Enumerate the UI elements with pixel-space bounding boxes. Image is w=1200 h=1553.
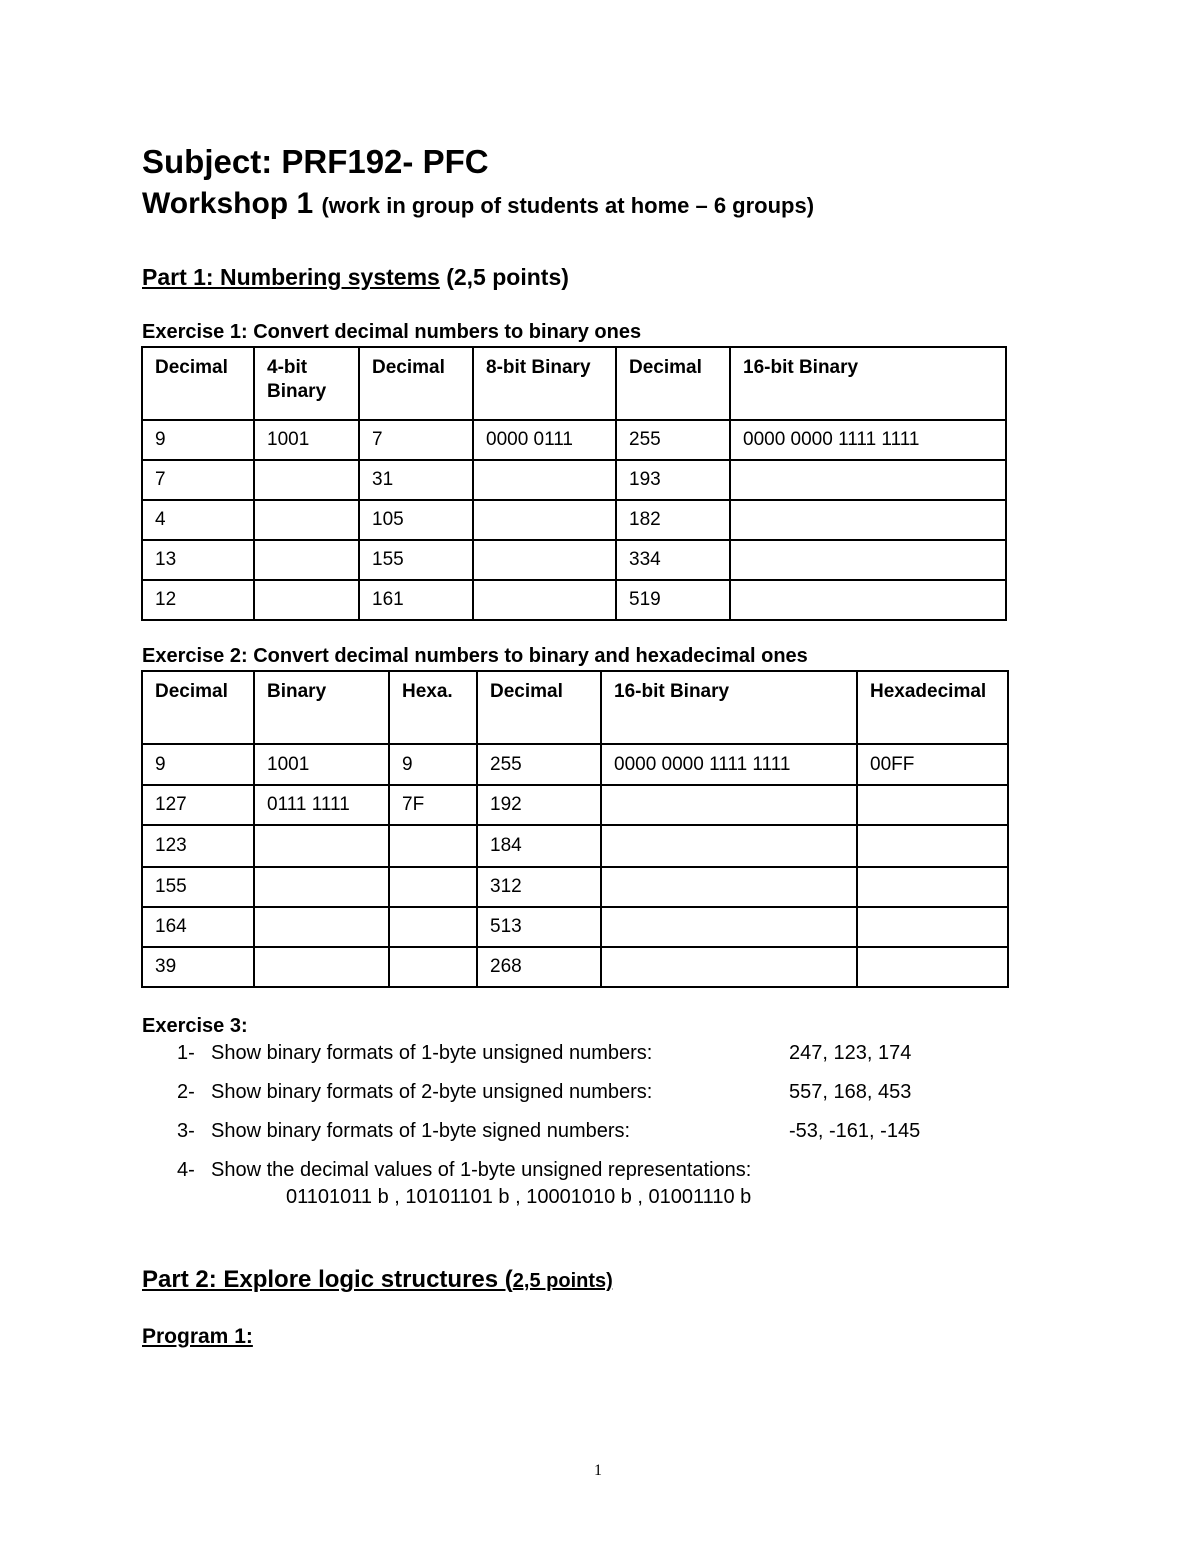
list-item-number: 3- — [177, 1120, 195, 1142]
table-cell: 00FF — [857, 744, 1008, 785]
table-cell: 9 — [389, 744, 477, 785]
table-cell: 184 — [477, 825, 601, 867]
answer-cell[interactable] — [254, 947, 389, 987]
answer-cell[interactable] — [254, 500, 359, 540]
table-cell: 192 — [477, 785, 601, 825]
table-cell: 4 — [142, 500, 254, 540]
answer-cell[interactable] — [473, 460, 616, 500]
table-cell: 0000 0000 1111 1111 — [730, 420, 1006, 460]
answer-cell[interactable] — [857, 867, 1008, 907]
table-header-row — [142, 347, 1006, 420]
table-row — [142, 947, 1008, 987]
table-row — [142, 825, 1008, 867]
answer-cell[interactable] — [254, 460, 359, 500]
answer-cell[interactable] — [857, 907, 1008, 947]
column-header: Hexa. — [389, 671, 477, 744]
column-header: Decimal — [142, 671, 254, 744]
table-row — [142, 907, 1008, 947]
column-header: 16-bit Binary — [730, 347, 1006, 420]
part2-heading — [142, 1266, 613, 1294]
column-header: Decimal — [359, 347, 473, 420]
table-cell: 105 — [359, 500, 473, 540]
table-cell: 12 — [142, 580, 254, 620]
answer-cell[interactable] — [857, 785, 1008, 825]
table-cell: 255 — [477, 744, 601, 785]
list-item-text: Show binary formats of 2-byte unsigned numbers: — [211, 1081, 653, 1103]
part1-heading — [142, 264, 569, 291]
answer-cell[interactable] — [254, 907, 389, 947]
page-number: 1 — [594, 1462, 602, 1479]
answer-cell[interactable] — [730, 460, 1006, 500]
answer-cell[interactable] — [254, 867, 389, 907]
list-item — [177, 1120, 920, 1143]
answer-cell[interactable] — [473, 580, 616, 620]
table-cell: 182 — [616, 500, 730, 540]
column-header: 4-bit Binary — [254, 347, 359, 420]
list-item-number: 2- — [177, 1081, 195, 1103]
table-cell: 1001 — [254, 744, 389, 785]
answer-cell[interactable] — [730, 500, 1006, 540]
list-item-number: 1- — [177, 1042, 195, 1064]
column-header: 16-bit Binary — [601, 671, 857, 744]
table-cell: 39 — [142, 947, 254, 987]
column-header: 8-bit Binary — [473, 347, 616, 420]
answer-cell[interactable] — [601, 825, 857, 867]
answer-cell[interactable] — [857, 825, 1008, 867]
answer-cell[interactable] — [473, 540, 616, 580]
table-cell: 312 — [477, 867, 601, 907]
answer-cell[interactable] — [601, 867, 857, 907]
workshop-title: Workshop 1 — [142, 187, 314, 220]
answer-cell[interactable] — [254, 540, 359, 580]
table-cell: 31 — [359, 460, 473, 500]
list-item — [177, 1159, 751, 1182]
answer-cell[interactable] — [473, 500, 616, 540]
table-cell: 155 — [142, 867, 254, 907]
answer-cell[interactable] — [601, 785, 857, 825]
list-item — [177, 1042, 911, 1065]
table-cell: 0000 0000 1111 1111 — [601, 744, 857, 785]
table-cell: 7F — [389, 785, 477, 825]
answer-cell[interactable] — [601, 947, 857, 987]
table-cell: 161 — [359, 580, 473, 620]
list-item-values: 247, 123, 174 — [789, 1042, 912, 1064]
column-header: Decimal — [477, 671, 601, 744]
table-row — [142, 744, 1008, 785]
table-row — [142, 420, 1006, 460]
table-cell: 164 — [142, 907, 254, 947]
answer-cell[interactable] — [389, 907, 477, 947]
document-subject: Subject: PRF192- PFC — [142, 143, 489, 180]
table-cell: 123 — [142, 825, 254, 867]
table-row — [142, 460, 1006, 500]
table-header-row — [142, 671, 1008, 744]
table-row — [142, 580, 1006, 620]
answer-cell[interactable] — [857, 947, 1008, 987]
exercise2-table — [141, 670, 1009, 988]
table-cell: 513 — [477, 907, 601, 947]
column-header: Decimal — [142, 347, 254, 420]
list-item — [177, 1081, 911, 1104]
exercise2-title: Exercise 2: Convert decimal numbers to binary and hexadecimal ones — [142, 645, 808, 667]
answer-cell[interactable] — [601, 907, 857, 947]
table-cell: 334 — [616, 540, 730, 580]
table-cell: 519 — [616, 580, 730, 620]
table-cell: 155 — [359, 540, 473, 580]
part2-title: Part 2: Explore logic structures ( — [142, 1266, 513, 1293]
table-cell: 127 — [142, 785, 254, 825]
answer-cell[interactable] — [730, 540, 1006, 580]
table-cell: 193 — [616, 460, 730, 500]
answer-cell[interactable] — [730, 580, 1006, 620]
part1-title: Part 1: Numbering systems — [142, 264, 440, 290]
answer-cell[interactable] — [254, 825, 389, 867]
part1-points: (2,5 points) — [446, 264, 569, 290]
answer-cell[interactable] — [254, 580, 359, 620]
list-item-values: -53, -161, -145 — [789, 1120, 921, 1142]
answer-cell[interactable] — [389, 947, 477, 987]
list-item-values: 557, 168, 453 — [789, 1081, 912, 1103]
answer-cell[interactable] — [389, 825, 477, 867]
column-header: Binary — [254, 671, 389, 744]
table-cell: 7 — [142, 460, 254, 500]
workshop-note: (work in group of students at home – 6 groups) — [321, 193, 815, 218]
table-row — [142, 867, 1008, 907]
table-row — [142, 500, 1006, 540]
program1-heading: Program 1: — [142, 1325, 253, 1348]
table-cell: 13 — [142, 540, 254, 580]
exercise1-title: Exercise 1: Convert decimal numbers to binary ones — [142, 321, 642, 343]
table-cell: 0000 0111 — [473, 420, 616, 460]
table-cell: 9 — [142, 744, 254, 785]
list-item-values: 01101011 b , 10101101 b , 10001010 b , 01001110 b — [286, 1186, 752, 1208]
workshop-heading — [142, 187, 814, 221]
answer-cell[interactable] — [389, 867, 477, 907]
list-item-text: Show the decimal values of 1-byte unsigned representations: — [211, 1159, 752, 1181]
exercise1-table — [141, 346, 1007, 621]
part2-points: 2,5 points) — [512, 1270, 613, 1292]
exercise3-title: Exercise 3: — [142, 1015, 248, 1037]
list-item-text: Show binary formats of 1-byte unsigned numbers: — [211, 1042, 653, 1064]
table-cell: 1001 — [254, 420, 359, 460]
table-cell: 7 — [359, 420, 473, 460]
table-cell: 268 — [477, 947, 601, 987]
table-cell: 255 — [616, 420, 730, 460]
table-row — [142, 785, 1008, 825]
table-cell: 9 — [142, 420, 254, 460]
column-header: Decimal — [616, 347, 730, 420]
list-item-number: 4- — [177, 1159, 195, 1181]
table-cell: 0111 1111 — [254, 785, 389, 825]
list-item-text: Show binary formats of 1-byte signed numbers: — [211, 1120, 631, 1142]
column-header: Hexadecimal — [857, 671, 1008, 744]
table-row — [142, 540, 1006, 580]
